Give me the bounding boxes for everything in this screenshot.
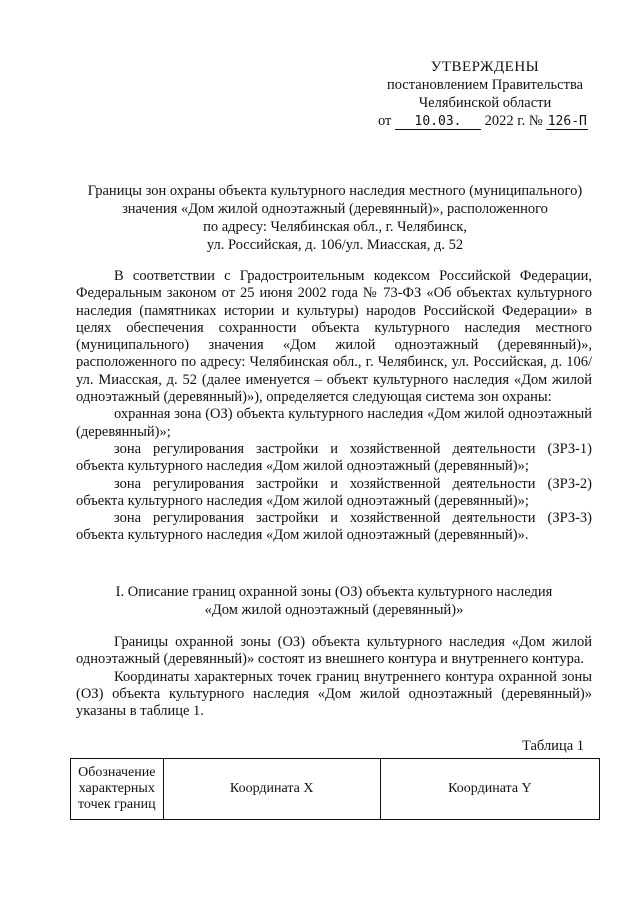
approval-line-2: Челябинской области [418, 95, 552, 111]
section-1-body [76, 634, 592, 720]
title-line-3: по адресу: Челябинская обл., г. Челябинск, [203, 219, 467, 235]
zone-item-zrz-2: зона регулирования застройки и хозяйственной деятельности (ЗРЗ-2) объекта культурного наследия «Дом жилой одноэтажный (деревянный)»; [76, 475, 592, 509]
approval-block [370, 58, 600, 130]
section-1-paragraph-2: Координаты характерных точек границ внутреннего контура охранной зоны (ОЗ) объекта культурного наследия «Дом жилой одноэтажный (деревянный)» указаны в таблице 1. [76, 668, 592, 720]
section-1-paragraph-1: Границы охранной зоны (ОЗ) объекта культурного наследия «Дом жилой одноэтажный (деревянный)» состоят из внешнего контура и внутреннего контура. [76, 634, 592, 668]
table-1-caption: Таблица 1 [522, 738, 585, 754]
approval-heading: УТВЕРЖДЕНЫ [430, 59, 540, 75]
title-line-4: ул. Российская, д. 106/ул. Миасская, д. 52 [206, 237, 464, 253]
zone-item-zrz-3: зона регулирования застройки и хозяйственной деятельности (ЗРЗ-3) объекта культурного наследия «Дом жилой одноэтажный (деревянный)». [76, 510, 592, 544]
year-suffix: 2022 г. № [484, 113, 543, 129]
zone-item-zrz-1: зона регулирования застройки и хозяйственной деятельности (ЗРЗ-1) объекта культурного наследия «Дом жилой одноэтажный (деревянный)»; [76, 440, 592, 475]
approval-line-1: постановлением Правительства [386, 77, 584, 93]
handwritten-date: 10.03. [395, 115, 481, 130]
document-title [70, 182, 600, 254]
section-1-heading-line-1: I. Описание границ охранной зоны (ОЗ) объекта культурного наследия [115, 584, 553, 600]
intro-section [76, 268, 592, 545]
section-1-heading [76, 583, 592, 619]
intro-paragraph: В соответствии с Градостроительным кодексом Российской Федерации, Федеральным законом от 25 июня 2002 года № 73-ФЗ «Об объектах культурного наследия (памятниках истории и культуры) народов Российской Федерации» в целях обеспечения сохранности объекта культурного наследия местного (муниципального) значения «Дом жилой одноэтажный (деревянный)», расположенного по адресу: Челябинская обл., г. Челябинск, ул. Российская, д. 106/ул. Миасская, д. 52 (далее именуется – объект культурного наследия «Дом жилой одноэтажный (деревянный)»), определяется следующая система зон охраны: [76, 268, 592, 406]
header-coordinate-y: Координата Y [380, 759, 599, 820]
handwritten-number: 126-П [547, 114, 587, 129]
table-header-row [71, 759, 600, 820]
section-1-heading-line-2: «Дом жилой одноэтажный (деревянный)» [204, 602, 464, 618]
from-label: от [378, 113, 392, 129]
approval-dateline [378, 112, 600, 130]
zone-item-oz: охранная зона (ОЗ) объекта культурного наследия «Дом жилой одноэтажный (деревянный)»; [76, 406, 592, 440]
title-line-2: значения «Дом жилой одноэтажный (деревянный)», расположенного [122, 201, 548, 217]
header-point-designation: Обозначение характерных точек границ [71, 759, 164, 820]
title-line-1: Границы зон охраны объекта культурного наследия местного (муниципального) [87, 183, 583, 199]
coordinates-table [70, 758, 600, 820]
header-coordinate-x: Координата X [163, 759, 380, 820]
